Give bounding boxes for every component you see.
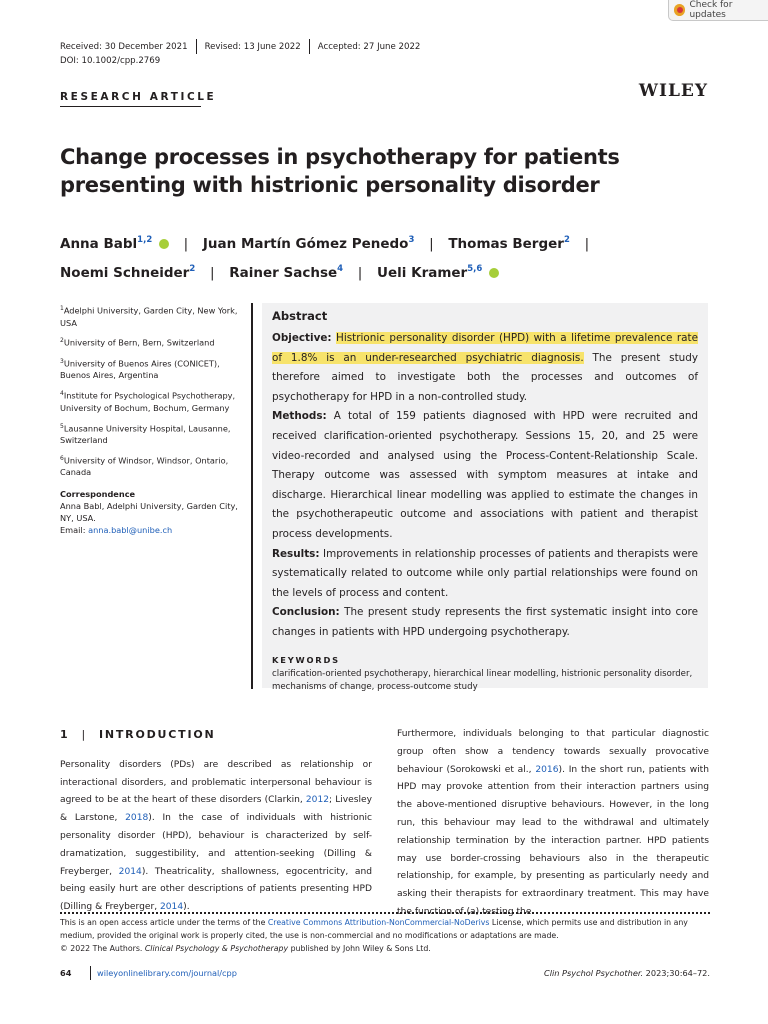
- author-name[interactable]: Thomas Berger$^2$: [448, 235, 570, 252]
- intro-paragraph: Personality disorders (PDs) are described as relationship or interactional disorders, and problematic interpersonal behaviour is agreed to be at the heart of these disorders (Clarkin, 2012; Livesley & Larstone, 2018). In the case of individuals with histrionic personality disorder (HPD), behaviour is characterized by self-dramatization, suggestibility, and attention-seeking (Dilling & Freyberger, 2014). Theatricality, shallowness, egocentricity, and being easily hurt are other descriptions of patients presenting HPD (Dilling & Freyberger, 2014).: [60, 759, 373, 913]
- abstract-heading: Abstract: [272, 309, 328, 323]
- revised-date: Revised: 13 June 2022: [204, 41, 301, 52]
- journal-citation: Clin Psychol Psychother. 2023;30:64–72.: [543, 968, 710, 978]
- citation-link[interactable]: 2012: [305, 795, 330, 806]
- intro-column-left: [60, 726, 372, 917]
- correspondence: [60, 489, 242, 536]
- date-divider: [309, 39, 310, 54]
- doi: DOI: 10.1002/cpp.2769: [60, 56, 161, 66]
- author-list: [60, 228, 720, 286]
- section-heading: 1 | INTRODUCTION: [60, 728, 216, 741]
- keywords-heading: KEYWORDS: [272, 654, 340, 665]
- date-divider: [196, 39, 197, 54]
- license-notice: This is an open access article under the terms of the Creative Commons Attribution-NonCommercial-NoDerivs License, which permits use and distribution in any medium, provided the original work is properly cited, the use is non-commercial and no modifications or adaptations are made. © 2022 The Authors. Clinical Psychology & Psychotherapy published by John Wiley & Sons Ltd.: [60, 918, 688, 953]
- author-separator: |: [209, 265, 215, 281]
- highlighted-text[interactable]: Histrionic personality disorder (HPD) with a lifetime prevalence rate of 1.8% is an under-researched psychiatric diagnosis.: [272, 332, 698, 364]
- author-separator: |: [584, 236, 590, 252]
- correspondence-address: Anna Babl, Adelphi University, Garden City, NY, USA.: [60, 500, 238, 523]
- license-link[interactable]: Creative Commons Attribution-NonCommercial-NoDerivs: [267, 918, 490, 927]
- abstract-box: [262, 303, 708, 692]
- check-for-updates-button[interactable]: [668, 0, 768, 21]
- journal-url-link[interactable]: wileyonlinelibrary.com/journal/cpp: [97, 968, 237, 978]
- crossmark-icon: [674, 4, 685, 16]
- orcid-icon[interactable]: [159, 239, 169, 249]
- citation-link[interactable]: 2014: [118, 866, 142, 877]
- affiliation: $^2$University of Bern, Bern, Switzerland: [60, 337, 215, 349]
- abstract-side-rule: [251, 303, 253, 689]
- email-link[interactable]: anna.babl@unibe.ch: [88, 524, 173, 535]
- affiliations: [60, 303, 242, 536]
- footer-divider: [90, 966, 91, 980]
- orcid-icon[interactable]: [489, 268, 499, 278]
- article-title: Change processes in psychotherapy for patients presenting with histrionic personality disorder: [60, 145, 620, 197]
- author-separator: |: [183, 236, 189, 252]
- citation-link[interactable]: 2014: [159, 902, 184, 913]
- intro-column-right: [397, 726, 709, 922]
- author-separator: |: [429, 236, 434, 252]
- article-type-underline: [60, 106, 201, 107]
- article-dates: [60, 39, 420, 54]
- affiliation: $^1$Adelphi University, Garden City, New York, USA: [60, 305, 238, 328]
- affiliation: $^5$Lausanne University Hospital, Lausanne, Switzerland: [60, 422, 231, 446]
- accepted-date: Accepted: 27 June 2022: [317, 41, 421, 52]
- author-name[interactable]: Anna Babl$^{1,2}$: [60, 235, 153, 252]
- author-name[interactable]: Juan Martín Gómez Penedo$^3$: [202, 235, 415, 252]
- received-date: Received: 30 December 2021: [60, 41, 188, 52]
- correspondence-email: Email: anna.babl@unibe.ch: [60, 524, 173, 535]
- author-name[interactable]: Rainer Sachse$^4$: [229, 264, 344, 281]
- page-footer: [60, 966, 710, 980]
- license-divider: [60, 912, 710, 914]
- keywords: clarification-oriented psychotherapy, hierarchical linear modelling, histrionic personality disorder, mechanisms of change, process-outcome study: [272, 668, 693, 692]
- page-number: 64: [60, 968, 72, 978]
- author-name[interactable]: Ueli Kramer$^{5,6}$: [377, 264, 483, 281]
- abstract-text: Objective: Histrionic personality disorder (HPD) with a lifetime prevalence rate of 1.8% is an under-researched psychiatric diagnosis. The present study therefore aimed to investigate both the processes and outcomes of psychotherapy for HPD in a non-controlled study. Methods: A total of 159 patients diagnosed with HPD were recruited and received clarification-oriented psychotherapy. Sessions 15, 20, and 25 were video-recorded and analysed using the Process-Content-Relationship Scale. Therapy outcome was assessed with symptom measures at intake and discharge. Hierarchical linear modelling was applied to estimate the changes in the psychotherapeutic outcome and associations with patient and therapist process developments. Results: Improvements in relationship processes of patients and therapists were systematically related to outcome while only partial relationships were found on the levels of process and content. Conclusion: The present study represents the first systematic insight into core changes in patients with HPD undergoing psychotherapy.: [272, 332, 698, 638]
- check-for-updates-label: Check for updates: [689, 0, 733, 20]
- affiliation: $^4$Institute for Psychological Psychotherapy, University of Bochum, Bochum, Germany: [60, 390, 236, 413]
- correspondence-heading: Correspondence: [60, 489, 136, 500]
- citation-link[interactable]: 2018: [125, 813, 149, 824]
- author-name[interactable]: Noemi Schneider$^2$: [60, 264, 196, 281]
- publisher-logo: WILEY: [638, 81, 708, 101]
- affiliation: $^6$University of Windsor, Windsor, Ontario, Canada: [60, 454, 229, 478]
- author-separator: |: [357, 265, 363, 281]
- affiliation: $^3$University of Buenos Aires (CONICET), Buenos Aires, Argentina: [60, 357, 220, 381]
- article-type: RESEARCH ARTICLE: [60, 91, 217, 103]
- intro-paragraph: Furthermore, individuals belonging to that particular diagnostic group often show a tendency towards sexually provocative behaviour (Sorokowski et al., 2016). In the short run, patients with HPD may provoke attention from their interaction partners using the above-mentioned disruptive behaviours. However, in the long run, this behaviour may lead to the withdrawal and ultimately relationship termination by the interaction partner. HPD patients may use border-crossing behaviours also in the therapeutic relationship, for example, by presenting as particularly needy and asking their therapists for extraordinary treatment. This may have the function of (a) testing the: [397, 729, 709, 917]
- citation-link[interactable]: 2016: [535, 764, 559, 775]
